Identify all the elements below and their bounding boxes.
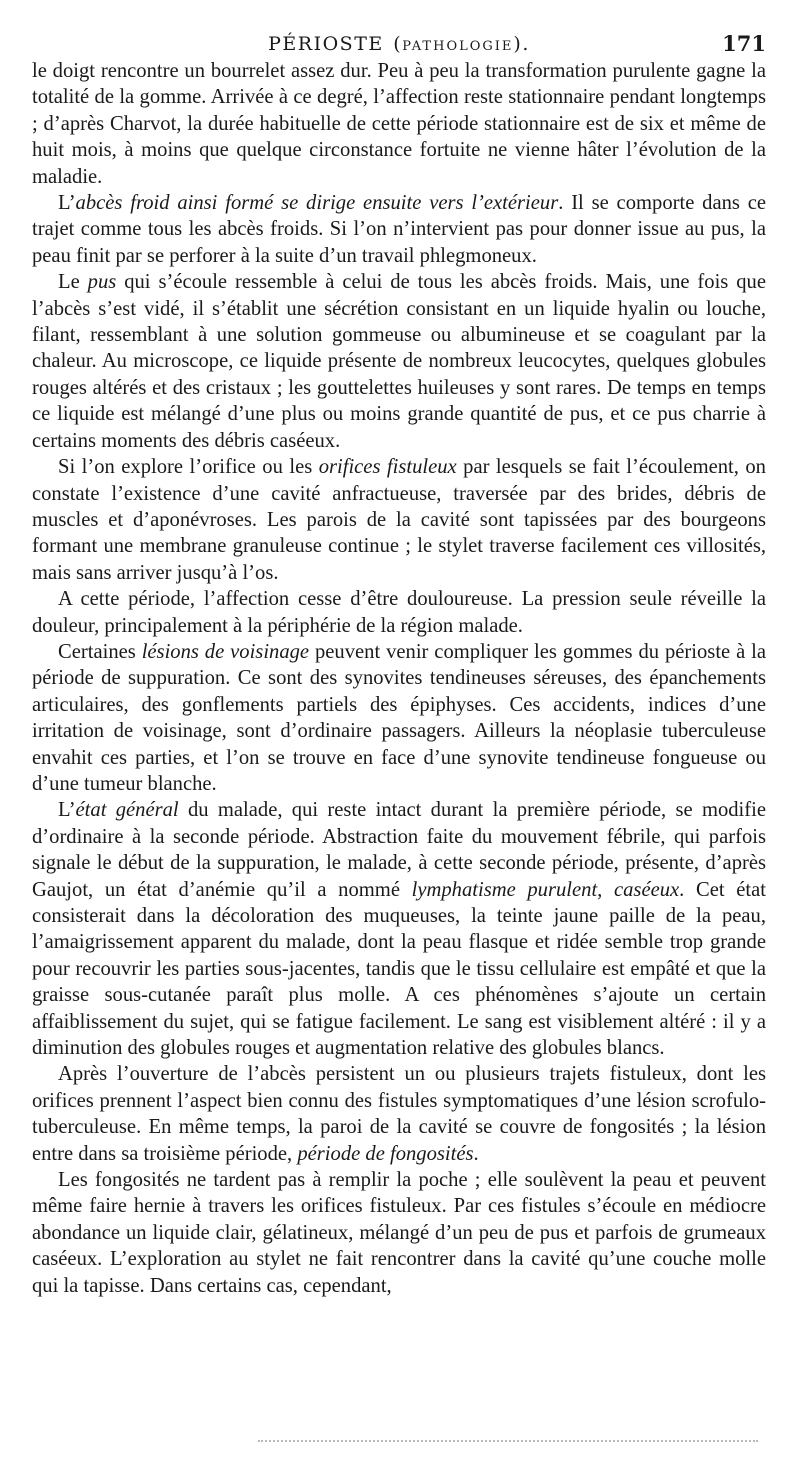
text-segment: . Cet état consisterait dans la décoloration des muqueuses, la teinte jaune paille de la peau, l’amaigrissement apparent du malade, dont la peau flasque et ridée semble trop grande pour recouvrir les parties sous-jacentes, tandis que le tissu cellulaire est empâté et que la graisse sous-cutanée paraît plus molle. A ces phénomènes s’ajoute un certain affaiblissement du sujet, qui se fatigue facilement. Le sang est visiblement altéré : il y a diminution des globules rouges et augmentation relative des globules blancs. [32, 878, 766, 1060]
running-title-end: ). [513, 33, 530, 55]
italic-text: état général [75, 799, 179, 822]
text-segment: Les fongosités ne tardent pas à remplir la poche ; elle soulèvent la peau et peuvent même faire hernie à travers les orifices fistuleux. Par ces fistules s’écoule en médiocre abondance un liquide clair, gélatineux, mélangé d’un peu de pus et parfois de grumeaux caséeux. L’exploration au stylet ne fait rencontrer dans la cavité qu’une couche molle qui la tapisse. Dans certains cas, cependant, [32, 1169, 766, 1297]
running-header [32, 0, 766, 58]
paragraph [32, 58, 766, 190]
text-segment: par lesquels se fait l’écoulement, on constate l’existence d’une cavité anfractueuse, traversée par des brides, débris de muscles et d’aponévroses. Les parois de la cavité sont tapissées par des bourgeons formant une membrane granuleuse continue ; le stylet traverse facilement ces villosités, mais sans arriver jusqu’à l’os. [32, 456, 766, 584]
italic-text: lésions de voisinage [141, 640, 310, 663]
italic-text: lymphatisme purulent, caséeux [411, 878, 680, 901]
text-segment: L’ [58, 192, 76, 215]
italic-text: période de fongosités [297, 1142, 474, 1165]
italic-text: pus [87, 271, 117, 294]
text-segment: du malade, qui reste intact durant la première période, se modifie d’ordinaire à la seconde période. Abstraction faite du mouvement fébrile, qui parfois signale le début de la suppuration, le malade, à cette seconde période, présente, d’après Gaujot, un état d’anémie qu’il a nommé [32, 799, 766, 901]
paragraph [32, 454, 766, 586]
text-segment: qui s’écoule ressemble à celui de tous les abcès froids. Mais, une fois que l’abcès s’est vidé, il s’établit une sécrétion consistant en un liquide hyalin ou louche, filant, ressemblant à une solution gommeuse ou albumineuse et se coagulant par la chaleur. Au microscope, ce liquide présente de nombreux leucocytes, quelques globules rouges altérés et des cristaux ; les gouttelettes huileuses y sont rares. De temps en temps ce liquide est mélangé d’une plus ou moins grande quantité de pus, et ce pus charrie à certains moments des débris caséeux. [32, 271, 766, 452]
paragraph [32, 1167, 766, 1299]
text-segment: . Il se comporte dans ce trajet comme tous les abcès froids. Si l’on n’intervient pas pour donner issue au pus, la peau finit par se perforer à la suite d’un travail phlegmoneux. [32, 192, 766, 267]
text-segment: A cette période, l’affection cesse d’être douloureuse. La pression seule réveille la douleur, principalement à la périphérie de la région malade. [32, 588, 766, 637]
text-segment: Le [58, 271, 88, 294]
text-segment: L’ [58, 799, 76, 822]
italic-text: abcès froid ainsi formé se dirige ensuite vers l’extérieur [75, 192, 559, 215]
page-number: 171 [722, 31, 766, 56]
paragraph [32, 797, 766, 1061]
bottom-rule [258, 1440, 758, 1442]
body-text [32, 58, 766, 1299]
text-segment: Certaines [58, 640, 142, 663]
paragraph [32, 190, 766, 269]
paragraph [32, 1061, 766, 1167]
text-segment: peuvent venir compliquer les gommes du périoste à la période de suppuration. Ce sont des synovites tendineuses séreuses, des épanchements articulaires, des gonflements partiels des épiphyses. Ces accidents, indices d’une irritation de voisinage, sont d’ordinaire passagers. Ailleurs la néoplasie tuberculeuse envahit ces parties, et l’on se trouve en face d’une synovite tendineuse fongueuse ou d’une tumeur blanche. [32, 640, 766, 795]
italic-text: orifices fistuleux [318, 456, 457, 479]
paragraph [32, 586, 766, 639]
text-segment: Après l’ouverture de l’abcès persistent un ou plusieurs trajets fistuleux, dont les orifices prennent l’aspect bien connu des fistules symptomatiques d’une lésion scrofulo-tuberculeuse. En même temps, la paroi de la cavité se couvre de fongosités ; la lésion entre dans sa troisième période, [32, 1063, 766, 1165]
text-segment: Si l’on explore l’orifice ou les [58, 456, 319, 479]
running-title-main: PÉRIOSTE ( [268, 33, 403, 55]
paragraph [32, 639, 766, 797]
text-segment: le doigt rencontre un bourrelet assez dur. Peu à peu la transformation purulente gagne la totalité de la gomme. Arrivée à ce degré, l’affection reste stationnaire pendant longtemps ; d’après Charvot, la durée habituelle de cette période stationnaire est de six et même de huit mois, à moins que quelque circonstance fortuite ne vienne hâter l’évolution de la maladie. [32, 60, 766, 188]
running-title [32, 33, 766, 55]
running-title-subtitle: PATHOLOGIE [402, 39, 514, 54]
paragraph [32, 269, 766, 454]
text-segment: . [473, 1142, 479, 1165]
